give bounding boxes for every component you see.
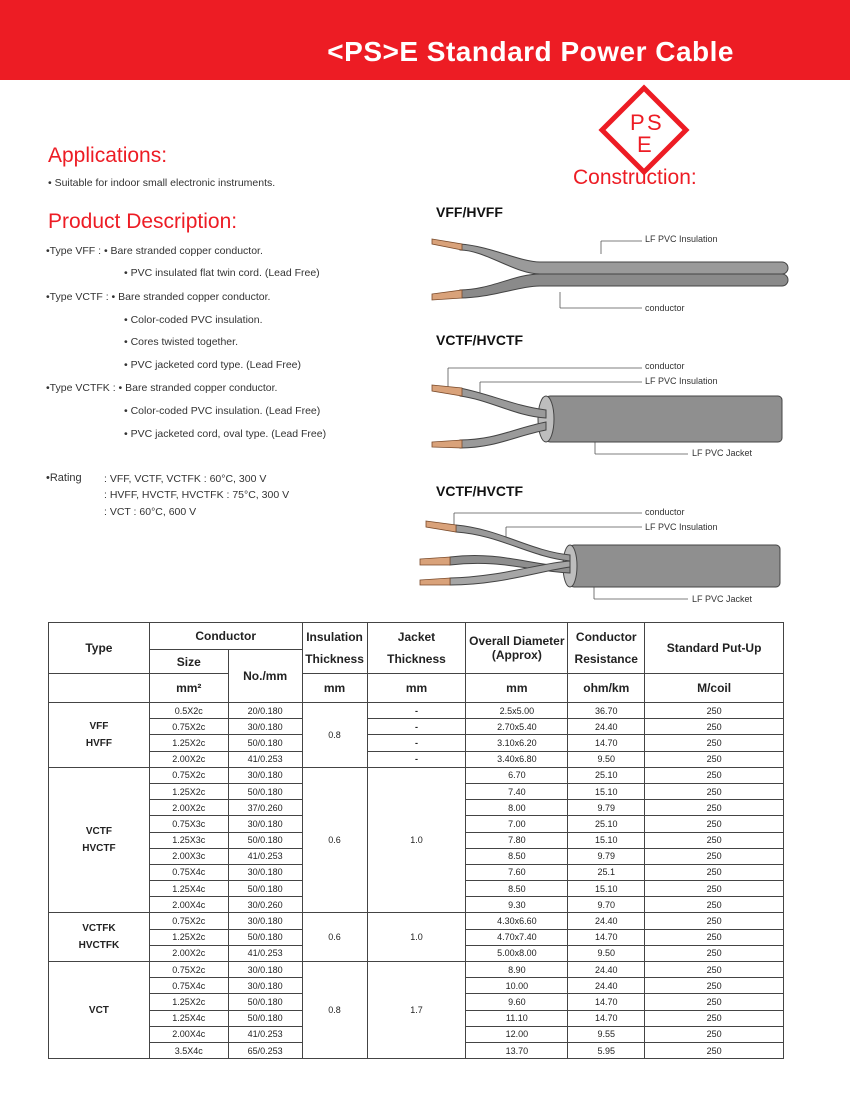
- no-mm-cell: 50/0.180: [228, 832, 302, 848]
- desc-line: •Type VCTF : • Bare stranded copper conductor.: [46, 291, 271, 303]
- size-cell: 1.25X2c: [149, 783, 228, 799]
- page-title: <PS>E Standard Power Cable: [327, 36, 734, 67]
- desc-line: •Type VFF : • Bare stranded copper conductor.: [46, 245, 263, 257]
- put-up-cell: 250: [645, 703, 784, 719]
- size-cell: 2.00X2c: [149, 751, 228, 767]
- resistance-cell: 14.70: [568, 1010, 645, 1026]
- table-row: [49, 751, 784, 767]
- pse-logo-letter-p: P: [630, 110, 645, 135]
- resistance-cell: 36.70: [568, 703, 645, 719]
- desc-line: • PVC insulated flat twin cord. (Lead Free): [124, 267, 320, 279]
- resistance-cell: 24.40: [568, 719, 645, 735]
- put-up-cell: 250: [645, 719, 784, 735]
- callout-label: LF PVC Insulation: [645, 376, 718, 386]
- rating-line: : VCT : 60°C, 600 V: [104, 506, 197, 518]
- put-up-cell: 250: [645, 800, 784, 816]
- header-insulation-thickness: Insulation Thickness: [302, 623, 367, 674]
- jacket-cell: -: [367, 751, 466, 767]
- size-cell: 0.5X2c: [149, 703, 228, 719]
- insulation-cell: 0.6: [302, 767, 367, 913]
- put-up-cell: 250: [645, 1026, 784, 1042]
- overall-diameter-cell: 3.40x6.80: [466, 751, 568, 767]
- no-mm-cell: 30/0.180: [228, 816, 302, 832]
- callout-label: conductor: [645, 361, 685, 371]
- header-size: Size: [149, 650, 228, 674]
- header-type: Type: [49, 623, 150, 674]
- put-up-cell: 250: [645, 767, 784, 783]
- overall-diameter-cell: 12.00: [466, 1026, 568, 1042]
- no-mm-cell: 30/0.180: [228, 864, 302, 880]
- desc-line: • Color-coded PVC insulation.: [124, 314, 263, 326]
- unit-type-blank: [49, 674, 150, 703]
- put-up-cell: 250: [645, 962, 784, 978]
- no-mm-cell: 65/0.253: [228, 1042, 302, 1058]
- overall-diameter-cell: 8.00: [466, 800, 568, 816]
- overall-diameter-cell: 2.70x5.40: [466, 719, 568, 735]
- no-mm-cell: 50/0.180: [228, 929, 302, 945]
- size-cell: 2.00X2c: [149, 945, 228, 961]
- applications-bullet: • Suitable for indoor small electronic instruments.: [48, 177, 276, 189]
- desc-line: • Color-coded PVC insulation. (Lead Free): [124, 405, 321, 417]
- callout-label: LF PVC Insulation: [645, 522, 718, 532]
- type-name: VCTFK: [82, 923, 116, 935]
- no-mm-cell: 50/0.180: [228, 994, 302, 1010]
- no-mm-cell: 30/0.180: [228, 767, 302, 783]
- resistance-cell: 24.40: [568, 978, 645, 994]
- resistance-cell: 9.79: [568, 800, 645, 816]
- put-up-cell: 250: [645, 783, 784, 799]
- header-overall-diameter: Overall Diameter (Approx): [466, 623, 568, 674]
- type-name: HVCTFK: [78, 940, 120, 952]
- overall-diameter-cell: 4.30x6.60: [466, 913, 568, 929]
- applications-heading: Applications:: [48, 144, 168, 167]
- put-up-cell: 250: [645, 994, 784, 1010]
- table-row: [49, 962, 784, 978]
- insulation-cell: 0.8: [302, 962, 367, 1059]
- size-cell: 2.00X3c: [149, 848, 228, 864]
- unit-jacket: mm: [367, 674, 466, 703]
- overall-diameter-cell: 7.60: [466, 864, 568, 880]
- product-description-heading: Product Description:: [48, 210, 238, 233]
- pse-logo: [598, 84, 690, 176]
- no-mm-cell: 20/0.180: [228, 703, 302, 719]
- header-banner: [0, 0, 850, 80]
- resistance-cell: 25.10: [568, 767, 645, 783]
- pse-logo-letter-e: E: [637, 132, 652, 157]
- type-name: VFF: [89, 720, 109, 732]
- table-row: [49, 703, 784, 719]
- type-name: VCT: [88, 1004, 109, 1016]
- diagram-title: VCTF/HVCTF: [436, 332, 524, 348]
- size-cell: 1.25X2c: [149, 994, 228, 1010]
- rating-line: : HVFF, HVCTF, HVCTFK : 75°C, 300 V: [104, 489, 290, 501]
- type-cell: [49, 962, 150, 1059]
- insulation-cell: 0.8: [302, 703, 367, 768]
- callout-label: LF PVC Jacket: [692, 448, 753, 458]
- size-cell: 1.25X2c: [149, 929, 228, 945]
- callout-label: conductor: [645, 507, 685, 517]
- jacket-cell: -: [367, 735, 466, 751]
- jacket-cell: 1.7: [367, 962, 466, 1059]
- put-up-cell: 250: [645, 864, 784, 880]
- rating-line: : VFF, VCTF, VCTFK : 60°C, 300 V: [104, 473, 267, 485]
- put-up-cell: 250: [645, 735, 784, 751]
- vctf-4core-cable-diagram: [410, 505, 790, 605]
- resistance-cell: 25.1: [568, 864, 645, 880]
- resistance-cell: 5.95: [568, 1042, 645, 1058]
- unit-size: mm²: [149, 674, 228, 703]
- type-cell: [49, 767, 150, 913]
- table-row: [49, 719, 784, 735]
- type-name: HVFF: [85, 737, 112, 749]
- size-cell: 0.75X2c: [149, 719, 228, 735]
- type-cell: [49, 913, 150, 962]
- overall-diameter-cell: 2.5x5.00: [466, 703, 568, 719]
- table-row: [49, 735, 784, 751]
- vff-cable-diagram: [420, 226, 790, 316]
- header-conductor-resistance: Conductor Resistance: [568, 623, 645, 674]
- unit-putup: M/coil: [645, 674, 784, 703]
- spec-table: [48, 622, 784, 1059]
- type-name: VCTF: [85, 826, 112, 838]
- table-row: [49, 767, 784, 783]
- no-mm-cell: 30/0.180: [228, 962, 302, 978]
- construction-heading: Construction:: [573, 166, 697, 189]
- put-up-cell: 250: [645, 913, 784, 929]
- put-up-cell: 250: [645, 929, 784, 945]
- rating-label: •Rating: [46, 472, 82, 484]
- no-mm-cell: 30/0.180: [228, 978, 302, 994]
- size-cell: 2.00X4c: [149, 1026, 228, 1042]
- size-cell: 0.75X2c: [149, 913, 228, 929]
- overall-diameter-cell: 5.00x8.00: [466, 945, 568, 961]
- no-mm-cell: 30/0.260: [228, 897, 302, 913]
- overall-diameter-cell: 6.70: [466, 767, 568, 783]
- resistance-cell: 15.10: [568, 832, 645, 848]
- diagram-title: VFF/HVFF: [436, 204, 503, 220]
- resistance-cell: 9.79: [568, 848, 645, 864]
- callout-label: LF PVC Jacket: [692, 594, 753, 604]
- put-up-cell: 250: [645, 881, 784, 897]
- resistance-cell: 9.55: [568, 1026, 645, 1042]
- put-up-cell: 250: [645, 897, 784, 913]
- size-cell: 2.00X2c: [149, 800, 228, 816]
- spec-table-body: [49, 703, 784, 1059]
- unit-overall: mm: [466, 674, 568, 703]
- size-cell: 1.25X3c: [149, 832, 228, 848]
- insulation-cell: 0.6: [302, 913, 367, 962]
- jacket-cell: -: [367, 703, 466, 719]
- table-row: [49, 913, 784, 929]
- no-mm-cell: 41/0.253: [228, 751, 302, 767]
- size-cell: 1.25X2c: [149, 735, 228, 751]
- size-cell: 0.75X3c: [149, 816, 228, 832]
- size-cell: 1.25X4c: [149, 881, 228, 897]
- put-up-cell: 250: [645, 978, 784, 994]
- size-cell: 3.5X4c: [149, 1042, 228, 1058]
- resistance-cell: 15.10: [568, 783, 645, 799]
- resistance-cell: 9.50: [568, 751, 645, 767]
- resistance-cell: 14.70: [568, 735, 645, 751]
- size-cell: 1.25X4c: [149, 1010, 228, 1026]
- overall-diameter-cell: 8.50: [466, 848, 568, 864]
- no-mm-cell: 50/0.180: [228, 735, 302, 751]
- overall-diameter-cell: 7.40: [466, 783, 568, 799]
- pse-logo-letter-s: S: [647, 110, 662, 135]
- desc-line: •Type VCTFK : • Bare stranded copper conductor.: [46, 382, 278, 394]
- diagram-title: VCTF/HVCTF: [436, 483, 524, 499]
- desc-line: • PVC jacketed cord, oval type. (Lead Free): [124, 428, 327, 440]
- callout-label: conductor: [645, 303, 685, 313]
- unit-insulation: mm: [302, 674, 367, 703]
- overall-diameter-cell: 3.10x6.20: [466, 735, 568, 751]
- jacket-cell: -: [367, 719, 466, 735]
- no-mm-cell: 50/0.180: [228, 783, 302, 799]
- size-cell: 2.00X4c: [149, 897, 228, 913]
- size-cell: 0.75X2c: [149, 767, 228, 783]
- resistance-cell: 24.40: [568, 962, 645, 978]
- resistance-cell: 25.10: [568, 816, 645, 832]
- header-standard-put-up: Standard Put-Up: [645, 623, 784, 674]
- no-mm-cell: 50/0.180: [228, 1010, 302, 1026]
- size-cell: 0.75X4c: [149, 978, 228, 994]
- header-conductor: Conductor: [149, 623, 302, 650]
- header-no-mm: No./mm: [228, 650, 302, 703]
- size-cell: 0.75X4c: [149, 864, 228, 880]
- desc-line: • Cores twisted together.: [124, 336, 238, 348]
- resistance-cell: 24.40: [568, 913, 645, 929]
- put-up-cell: 250: [645, 751, 784, 767]
- jacket-cell: 1.0: [367, 913, 466, 962]
- no-mm-cell: 30/0.180: [228, 913, 302, 929]
- no-mm-cell: 50/0.180: [228, 881, 302, 897]
- put-up-cell: 250: [645, 832, 784, 848]
- header-jacket-thickness: Jacket Thickness: [367, 623, 466, 674]
- overall-diameter-cell: 11.10: [466, 1010, 568, 1026]
- callout-label: LF PVC Insulation: [645, 234, 718, 244]
- desc-line: • PVC jacketed cord type. (Lead Free): [124, 359, 302, 371]
- put-up-cell: 250: [645, 848, 784, 864]
- resistance-cell: 15.10: [568, 881, 645, 897]
- no-mm-cell: 37/0.260: [228, 800, 302, 816]
- resistance-cell: 14.70: [568, 929, 645, 945]
- no-mm-cell: 30/0.180: [228, 719, 302, 735]
- overall-diameter-cell: 8.50: [466, 881, 568, 897]
- overall-diameter-cell: 9.30: [466, 897, 568, 913]
- overall-diameter-cell: 13.70: [466, 1042, 568, 1058]
- unit-resistance: ohm/km: [568, 674, 645, 703]
- put-up-cell: 250: [645, 1042, 784, 1058]
- type-name: HVCTF: [82, 843, 116, 855]
- no-mm-cell: 41/0.253: [228, 1026, 302, 1042]
- no-mm-cell: 41/0.253: [228, 848, 302, 864]
- resistance-cell: 14.70: [568, 994, 645, 1010]
- overall-diameter-cell: 7.00: [466, 816, 568, 832]
- resistance-cell: 9.70: [568, 897, 645, 913]
- overall-diameter-cell: 7.80: [466, 832, 568, 848]
- size-cell: 0.75X2c: [149, 962, 228, 978]
- jacket-cell: 1.0: [367, 767, 466, 913]
- put-up-cell: 250: [645, 945, 784, 961]
- overall-diameter-cell: 9.60: [466, 994, 568, 1010]
- overall-diameter-cell: 8.90: [466, 962, 568, 978]
- put-up-cell: 250: [645, 1010, 784, 1026]
- overall-diameter-cell: 4.70x7.40: [466, 929, 568, 945]
- overall-diameter-cell: 10.00: [466, 978, 568, 994]
- resistance-cell: 9.50: [568, 945, 645, 961]
- put-up-cell: 250: [645, 816, 784, 832]
- type-cell: [49, 703, 150, 768]
- no-mm-cell: 41/0.253: [228, 945, 302, 961]
- vctf-cable-diagram: [420, 358, 790, 458]
